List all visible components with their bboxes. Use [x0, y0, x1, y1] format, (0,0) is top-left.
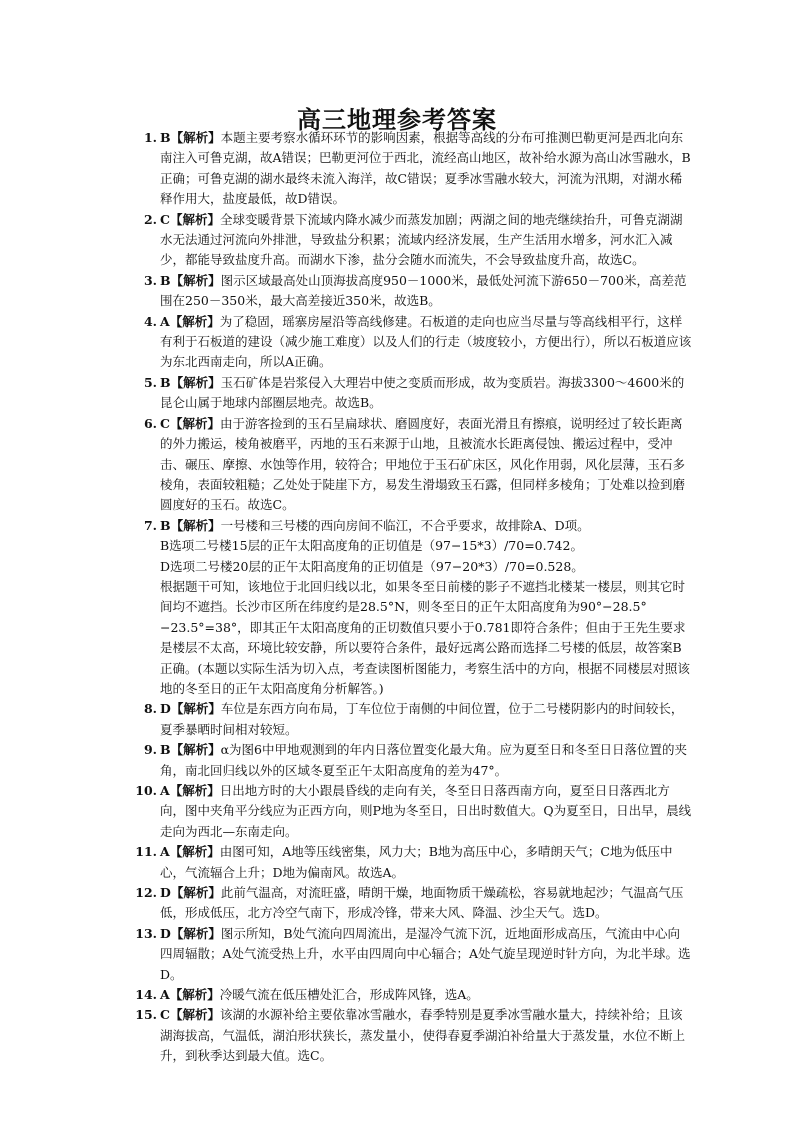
- answer-text: 为了稳固，瑶寨房屋沿等高线修建。石板道的走向也应当尽量与等高线相平行，这样有利于石板道的建设（减少施工难度）以及人们的行走（坡度较小，方便出行），所以石板道应该为东北西南走向，所以A正确。: [160, 313, 692, 370]
- answer-body: [160, 271, 692, 312]
- answer-body: [160, 128, 692, 210]
- answer-item: [112, 373, 692, 414]
- answer-paragraph: [160, 577, 692, 699]
- answer-paragraph: [160, 699, 692, 740]
- answer-key: D【解析】: [160, 701, 221, 717]
- answer-item: [112, 985, 692, 1005]
- answer-number: 11.: [135, 844, 157, 860]
- answer-number: 3.: [143, 272, 157, 288]
- answer-item: [112, 842, 692, 883]
- answer-key: D【解析】: [160, 885, 221, 901]
- answer-item: [112, 924, 692, 985]
- answer-key: B【解析】: [160, 742, 221, 758]
- answer-key: C【解析】: [160, 415, 220, 431]
- answer-key: C【解析】: [160, 1007, 220, 1023]
- page-title: 高三地理参考答案: [297, 106, 497, 134]
- answer-paragraph: [160, 781, 692, 842]
- answer-key: B【解析】: [160, 517, 221, 533]
- answer-key: A【解析】: [160, 783, 220, 798]
- answer-text: 根据题干可知，该地位于北回归线以北，如果冬至日前楼的影子不遮挡北楼某一楼层，则其它时间均不遮挡。长沙市区所在纬度约是28.5°N，则冬至日的正午太阳高度角为90°−28.5°−23.5°=38°，即其正午太阳高度角的正切数值只要小于0.781即符合条件；但由于王先生要求是楼层不太高，环境比较安静，所以要符合条件，最好远离公路而选择二号楼的低层，故答案B正确。(本题以实际生活为切入点，考查读图析图能力，考察生活中的方向，根据不同楼层对照该地的冬至日的正午太阳高度角分析解答。): [160, 578, 690, 696]
- answer-body: [160, 414, 692, 516]
- answer-text: 冷暖气流在低压槽处汇合，形成阵风锋，选A。: [219, 987, 479, 1003]
- answer-text: 全球变暖背景下流域内降水减少而蒸发加剧；两湖之间的地壳继续抬升，可鲁克湖湖水无法通过河流向外排泄，导致盐分积累；流域内经济发展，生产生活用水增多，河水汇入减少，都能导致盐度升高。而湖水下渗，盐分会随水而流失，不会导致盐度升高，故选C。: [160, 211, 683, 268]
- answer-key: D【解析】: [160, 925, 221, 941]
- answer-body: [160, 924, 692, 985]
- answer-paragraph: [160, 271, 692, 312]
- answer-item: [112, 516, 692, 700]
- answer-body: [160, 842, 692, 883]
- answer-paragraph: [160, 210, 692, 271]
- answer-number: 10.: [135, 783, 157, 798]
- answer-paragraph: [160, 985, 692, 1005]
- answer-item: [112, 210, 692, 271]
- answer-item: [112, 883, 692, 924]
- answer-item: [112, 414, 692, 516]
- answer-item: [112, 271, 692, 312]
- answer-paragraph: [160, 740, 692, 781]
- answer-text: 该湖的水源补给主要依靠冰雪融水，春季特别是夏季冰雪融水量大，持续补给；且该湖海拔高，气温低，湖泊形状狭长，蒸发量小，使得春夏季湖泊补给量大于蒸发量，水位不断上升，到秋季达到最大值。选C。: [160, 1007, 686, 1064]
- answer-key: A【解析】: [160, 987, 220, 1003]
- answer-paragraph: [160, 557, 692, 577]
- answer-key: B【解析】: [160, 130, 221, 145]
- answer-paragraph: [160, 536, 692, 556]
- answer-text: 日出地方时的大小跟晨昏线的走向有关，冬至日日落西南方向，夏至日日落西北方向，图中夹角平分线应为正西方向，则P地为冬至日，日出时数值大。Q为夏至日，日出早，晨线走向为西北—东南走向。: [160, 783, 692, 839]
- answer-body: [160, 373, 692, 414]
- answer-body: [160, 210, 692, 271]
- answer-text: 由于游客捡到的玉石呈扁球状、磨圆度好，表面光滑且有擦痕，说明经过了较长距离的外力搬运，棱角被磨平，丙地的玉石来源于山地，且被流水长距离侵蚀、搬运过程中，受冲击、碾压、摩擦、水蚀等作用，较符合；甲地位于玉石矿床区，风化作用弱，风化层薄，玉石多棱角，表面较粗糙；乙处处于陡崖下方，易发生滑塌致玉石露，但同样多棱角；丁处难以捡到磨圆度好的玉石。故选C。: [160, 415, 686, 513]
- answer-number: 2.: [143, 211, 157, 227]
- answer-text: 车位是东西方向布局，丁车位位于南侧的中间位置，位于二号楼阴影内的时间较长，夏季暴晒时间相对较短。: [160, 701, 684, 737]
- answer-number: 8.: [143, 701, 157, 717]
- answer-number: 13.: [135, 925, 157, 941]
- answer-text: 此前气温高，对流旺盛，晴朗干燥，地面物质干燥疏松，容易就地起沙；气温高气压低，形成低压，北方冷空气南下，形成冷锋，带来大风、降温、沙尘天气。选D。: [160, 885, 684, 921]
- answer-item: [112, 781, 692, 842]
- answer-paragraph: [160, 373, 692, 414]
- answer-number: 7.: [143, 517, 157, 533]
- answer-item: [112, 740, 692, 781]
- answer-key: C【解析】: [160, 211, 220, 227]
- answer-body: [160, 312, 692, 373]
- answer-number: 15.: [135, 1007, 157, 1023]
- answer-body: [160, 699, 692, 740]
- answer-text: 玉石矿体是岩浆侵入大理岩中使之变质而形成，故为变质岩。海拔3300～4600米的昆仑山属于地球内部圈层地壳。故选B。: [160, 374, 685, 411]
- answer-text: B选项二号楼15层的正午太阳高度角的正切值是（97−15*3）/70=0.742。: [160, 538, 583, 554]
- answer-number: 1.: [143, 130, 157, 145]
- answer-item: [112, 699, 692, 740]
- answer-body: [160, 1005, 692, 1066]
- answer-text: α为图6中甲地观测到的年内日落位置变化最大角。应为夏至日和冬至日日落位置的夹角，南北回归线以外的区域冬夏至正午太阳高度角的差为47°。: [160, 742, 687, 778]
- answer-body: [160, 516, 692, 700]
- answer-item: [112, 128, 692, 210]
- answer-number: 5.: [143, 374, 157, 390]
- answer-body: [160, 883, 692, 924]
- answer-key: A【解析】: [160, 313, 220, 329]
- answer-text: 图示区域最高处山顶海拔高度950－1000米，最低处河流下游650－700米，高差范围在250－350米，最大高差接近350米，故选B。: [160, 272, 687, 309]
- answer-paragraph: [160, 414, 692, 516]
- answer-body: [160, 740, 692, 781]
- answer-paragraph: [160, 883, 692, 924]
- answer-text: 图示所知，B处气流向四周流出，是湿冷气流下沉，近地面形成高压，气流由中心向四周辐散；A处气流受热上升，水平由四周向中心辐合；A处气旋呈现逆时针方向，为北半球。选D。: [160, 925, 691, 982]
- answer-number: 14.: [135, 987, 157, 1003]
- answer-number: 12.: [135, 885, 157, 901]
- answer-paragraph: [160, 1005, 692, 1066]
- answer-text: 由图可知，A地等压线密集，风力大；B地为高压中心，多晴朗天气；C地为低压中心，气流辐合上升；D地为偏南风。故选A。: [160, 844, 673, 880]
- answer-paragraph: [160, 128, 692, 210]
- answer-text: 一号楼和三号楼的西向房间不临江，不合乎要求，故排除A、D项。: [220, 517, 590, 533]
- answer-paragraph: [160, 516, 692, 536]
- answer-key: B【解析】: [160, 374, 221, 390]
- answer-paragraph: [160, 312, 692, 373]
- answer-text: D选项二号楼20层的正午太阳高度角的正切值是（97−20*3）/70=0.528。: [160, 558, 584, 574]
- answer-number: 9.: [143, 742, 157, 758]
- answer-item: [112, 1005, 692, 1066]
- answer-body: [160, 781, 692, 842]
- answer-paragraph: [160, 924, 692, 985]
- answer-body: [160, 985, 692, 1005]
- answer-number: 6.: [143, 415, 157, 431]
- answer-key: B【解析】: [160, 272, 221, 288]
- answer-number: 4.: [143, 313, 157, 329]
- answer-key: A【解析】: [160, 844, 220, 860]
- answer-text: 本题主要考察水循环环节的影响因素，根据等高线的分布可推测巴勒更河是西北向东南注入可鲁克湖，故A错误；巴勒更河位于西北，流经高山地区，故补给水源为高山冰雪融水，B正确；可鲁克湖的湖水最终未流入海洋，故C错误；夏季冰雪融水较大，河流为汛期，对湖水稀释作用大，盐度最低，故D错误。: [160, 130, 691, 207]
- answer-list: [112, 128, 692, 1067]
- answer-item: [112, 312, 692, 373]
- answer-paragraph: [160, 842, 692, 883]
